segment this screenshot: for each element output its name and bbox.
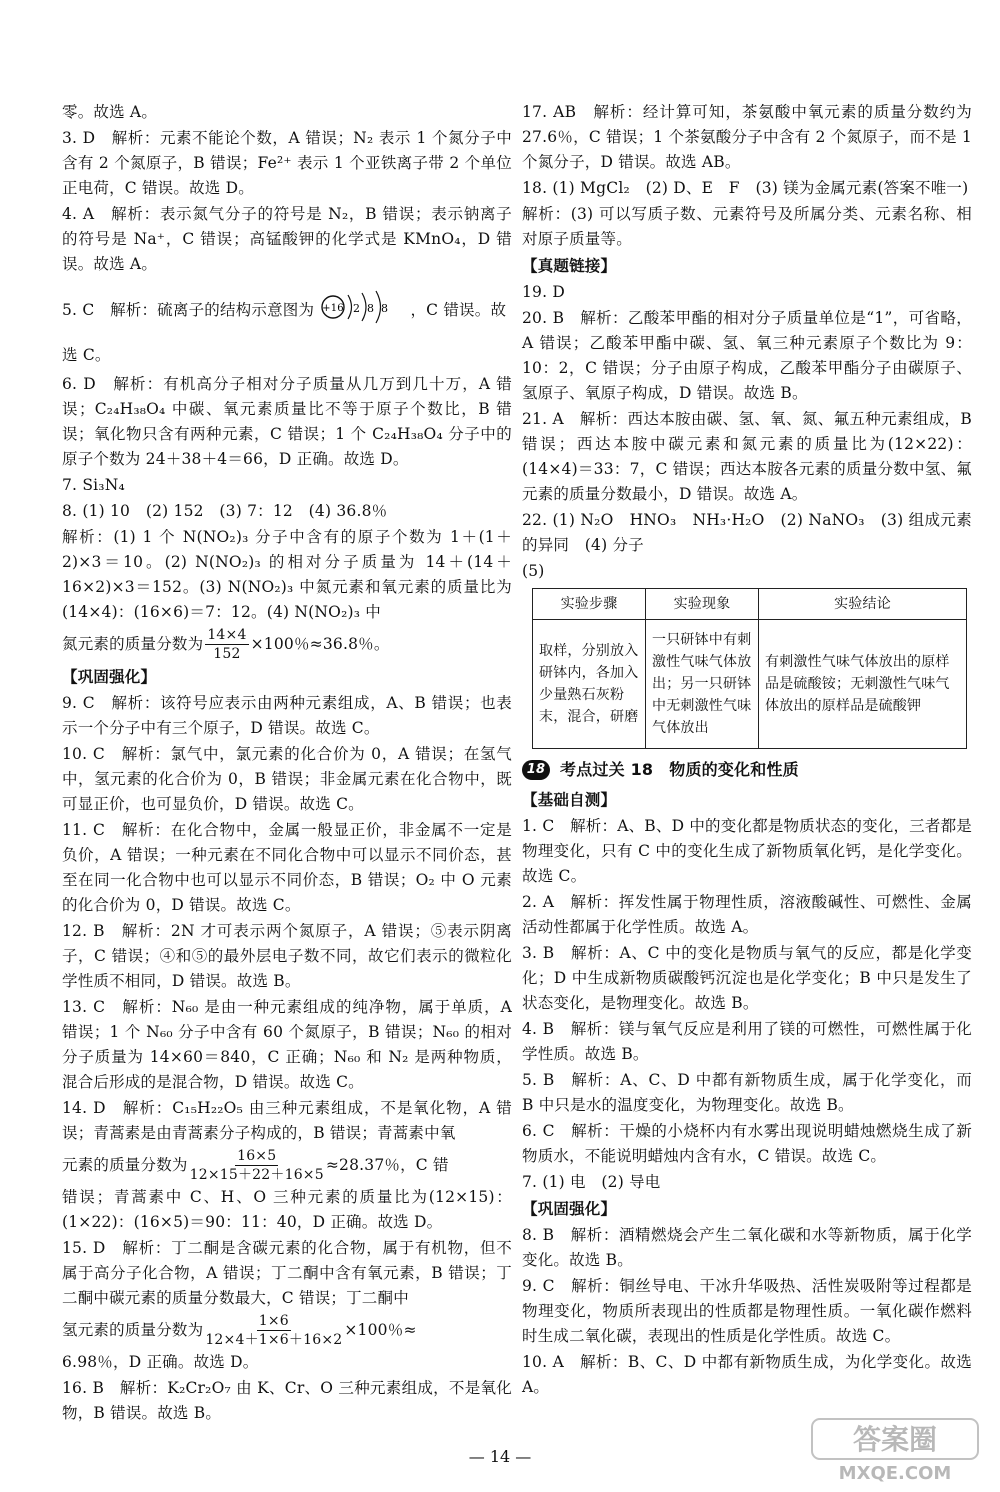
frac-lead: 氢元素的质量分数为 [62,1321,204,1339]
answer-b10: 10. A 解析：B、C、D 中都有新物质生成，为化学变化。故选 A。 [522,1353,972,1396]
right-column [522,100,972,1401]
answer-b7: 7. (1) 电 (2) 导电 [522,1173,661,1191]
answer-q15-cont: 6.98％，D 正确。故选 D。 [62,1353,259,1371]
table-header: 实验现象 [646,589,759,620]
q8-fraction-line [62,626,512,663]
fraction-numerator: 16×5 [237,1148,277,1164]
answer-b4: 4. B 解析：镁与氧气反应是利用了镁的可燃性，可燃性属于化学性质。故选 B。 [522,1020,972,1063]
answer-q12: 12. B 解析：2N 才可表示两个氮原子，A 错误；⑤表示阴离子，C 错误；④和⑤的最外层电子数不同，故它们表示的微粒化学性质不相同，D 错误。故选 B。 [62,922,512,990]
section-basic-test: 【基础自测】 [522,791,617,809]
q5-line2: 选 C。 [62,346,111,364]
answer-b8: 8. B 解析：酒精燃烧会产生二氧化碳和水等新物质，属于化学变化。故选 B。 [522,1226,972,1269]
answer-q9: 9. C 解析：该符号应表示由两种元素组成，A、B 错误；也表示一个分子中有三个原子，D 错误。故选 C。 [62,694,512,737]
frac-tail: ×100％≈36.8％。 [250,635,390,653]
q15-fraction-line [62,1312,512,1349]
fraction-numerator: 1×6 [258,1313,289,1329]
answer-q8-analysis: 解析：(1) 1 个 N(NO₂)₃ 分子中含有的原子个数为 1＋(1＋2)×3＝10。(2) N(NO₂)₃ 的相对分子质量为 14＋(14＋16×2)×3＝152。(3) N(NO₂)₃ 中氮元素和氧元素的质量比为(14×4)：(16×6)＝7：12。(4) N(NO₂)₃ 中 [62,528,512,621]
q14-fraction-line [62,1147,512,1184]
page-number: — 14 — [468,1447,532,1466]
table-cell: 一只研钵中有刺激性气味气体放出；另一只研钵中无刺激性气味气体放出 [646,620,759,749]
answer-b3: 3. B 解析：A、C 中的变化是物质与氧气的反应，都是化学变化；D 中生成新物质碳酸钙沉淀也是化学变化；B 中只是发生了状态变化，是物理变化。故选 B。 [522,944,972,1012]
frac-tail: ×100％≈ [344,1321,417,1339]
table-header: 实验结论 [759,589,967,620]
answer-q11: 11. C 解析：在化合物中，金属一般显正价，非金属不一定是负价，A 错误；一种元素在不同化合物中可以显示不同价态，甚至在同一化合物中也可以显示不同价态，B 错误；O₂ 中 O 元素的化合价为 0，D 错误。故选 C。 [62,821,512,914]
q5-prefix: 5. C 解析：硫离子的结构示意图为 [62,301,315,319]
sulfur-ion-structure-diagram [321,287,403,335]
table-cell: 取样，分别放入研钵内，各加入少量熟石灰粉末，混合，研磨 [533,620,646,749]
answer-q3: 3. D 解析：元素不能论个数，A 错误；N₂ 表示 1 个氮分子中含有 2 个氮原子，B 错误；Fe²⁺ 表示 1 个亚铁离子带 2 个单位正电荷，C 错误。故选 D。 [62,129,512,197]
table-row [533,620,967,749]
svg-text:MXQE.COM: MXQE.COM [838,1463,952,1484]
answer-q14: 14. D 解析：C₁₅H₂₂O₅ 由三种元素组成，不是氧化物，A 错误；青蒿素是由青蒿素分子构成的，B 错误；青蒿素中氧 [62,1099,512,1142]
answer-q4: 4. A 解析：表示氮气分子的符号是 N₂，B 错误；表示钠离子的符号是 Na⁺，C 错误；高锰酸钾的化学式是 KMnO₄，D 错误。故选 A。 [62,205,512,273]
answer-q20: 20. B 解析：乙酸苯甲酯的相对分子质量单位是“1”，可省略，A 错误；乙酸苯甲酯中碳、氢、氧三种元素原子个数比为 9：10：2，C 错误；分子由原子构成，乙酸苯甲酯分子由碳原子、氢原子、氧原子构成，D 错误。故选 B。 [522,309,972,402]
answer-line: 零。故选 A。 [62,103,158,121]
frac-lead: 元素的质量分数为 [62,1156,188,1174]
answer-q18: 18. (1) MgCl₂ (2) D、E F (3) 镁为金属元素(答案不唯一) [522,179,969,197]
experiment-table [532,588,967,749]
fraction-denominator: 12×4＋1×6＋16×2 [205,1332,343,1348]
left-column [62,100,512,1427]
answer-b9: 9. C 解析：铜丝导电、干冰升华吸热、活性炭吸附等过程都是物理变化，物质所表现出的性质都是物理性质。一氧化碳作燃料时生成二氧化碳，表现出的性质是化学性质。故选 C。 [522,1277,972,1345]
answer-b5: 5. B 解析：A、C、D 中都有新物质生成，属于化学变化，而 B 中只是水的温度变化，为物理变化。故选 B。 [522,1071,972,1114]
fraction [205,626,248,663]
answer-q15: 15. D 解析：丁二酮是含碳元素的化合物，属于有机物，但不属于高分子化合物，A 错误；丁二酮中含有氧元素，B 错误；丁二酮中碳元素的质量分数最大，C 错误；丁二酮中 [62,1239,512,1307]
answer-q7: 7. Si₃N₄ [62,476,125,494]
frac-tail: ≈28.37％，C 错 [325,1156,449,1174]
frac-lead: 氮元素的质量分数为 [62,635,204,653]
answer-q18-analysis: 解析：(3) 可以写质子数、元素符号及所属分类、元素名称、相对原子质量等。 [522,205,972,248]
fraction [205,1312,342,1349]
fraction-denominator: 152 [213,646,241,662]
topic-badge: 18 [522,760,550,780]
table-header-row [533,589,967,620]
svg-text:答案圈: 答案圈 [852,1423,938,1456]
answer-q22: 22. (1) N₂O HNO₃ NH₃·H₂O (2) NaNO₃ (3) 组成元素的异同 (4) 分子 [522,511,972,554]
answer-q22-part5: (5) [522,562,545,580]
answer-q14-cont: 错误；青蒿素中 C、H、O 三种元素的质量比为(12×15)：(1×22)：(16×5)＝90：11：40，D 正确。故选 D。 [62,1188,512,1231]
svg-text:8: 8 [367,302,375,315]
answer-q19: 19. D [522,283,566,301]
topic-title: 考点过关 18 [560,760,654,779]
answer-b6: 6. C 解析：干燥的小烧杯内有水雾出现说明蜡烛燃烧生成了新物质水，不能说明蜡烛内含有水，C 错误。故选 C。 [522,1122,972,1165]
answer-q10: 10. C 解析：氯气中，氯元素的化合价为 0，A 错误；在氢气中，氢元素的化合价为 0，B 错误；非金属元素在化合物中，既可显正价，也可显负价，D 错误。故选 C。 [62,745,512,813]
topic-subtitle: 物质的变化和性质 [669,760,799,779]
watermark-logo [810,1415,980,1485]
answer-b1: 1. C 解析：A、B、D 中的变化都是物质状态的变化，三者都是物理变化，只有 C 中的变化生成了新物质氧化钙，是化学变化。故选 C。 [522,817,972,885]
answer-q17: 17. AB 解析：经计算可知，茶氨酸中氧元素的质量分数约为 27.6％，C 错误；1 个茶氨酸分子中含有 2 个氮原子，而不是 1 个氮分子，D 错误。故选 AB。 [522,103,972,171]
table-header: 实验步骤 [533,589,646,620]
section-exam-link: 【真题链接】 [522,257,617,275]
answer-q8: 8. (1) 10 (2) 152 (3) 7：12 (4) 36.8％ [62,502,388,520]
svg-text:8: 8 [381,302,389,315]
fraction [190,1147,324,1184]
topic-header [522,757,972,782]
section-consolidate: 【巩固强化】 [62,668,157,686]
q5-suffix: ，C 错误。故 [410,301,507,319]
table-cell: 有刺激性气味气体放出的原样品是硫酸铵；无刺激性气味气体放出的原样品是硫酸钾 [759,620,967,749]
answer-b2: 2. A 解析：挥发性属于物理性质，溶液酸碱性、可燃性、金属活动性都属于化学性质。故选 A。 [522,893,972,936]
answer-q5 [62,287,512,368]
fraction-denominator: 12×15＋22＋16×5 [189,1167,324,1183]
svg-text:+16: +16 [322,303,345,314]
answer-q6: 6. D 解析：有机高分子相对分子质量从几万到几十万，A 错误；C₂₄H₃₈O₄ 中碳、氧元素质量比不等于原子个数比，B 错误；氧化物只含有两种元素，C 错误；1 个 C₂₄H₃₈O₄ 分子中的原子个数为 24＋38＋4＝66，D 正确。故选 D。 [62,375,512,468]
answer-q21: 21. A 解析：西达本胺由碳、氢、氧、氮、氟五种元素组成，B 错误；西达本胺中碳元素和氮元素的质量比为(12×22)：(14×4)＝33：7，C 错误；西达本胺各元素的质量分数中氢、氟元素的质量分数最小，D 错误。故选 A。 [522,410,972,503]
answer-q13: 13. C 解析：N₆₀ 是由一种元素组成的纯净物，属于单质，A 错误；1 个 N₆₀ 分子中含有 60 个氮原子，B 错误；N₆₀ 的相对分子质量为 14×60＝840，C 正确；N₆₀ 和 N₂ 是两种物质，混合后形成的是混合物，D 错误。故选 C。 [62,998,512,1091]
svg-text:2: 2 [353,302,361,315]
section-consolidate-b: 【巩固强化】 [522,1200,617,1218]
answer-q16: 16. B 解析：K₂Cr₂O₇ 由 K、Cr、O 三种元素组成，不是氧化物，B 错误。故选 B。 [62,1379,512,1422]
fraction-numerator: 14×4 [207,627,247,643]
